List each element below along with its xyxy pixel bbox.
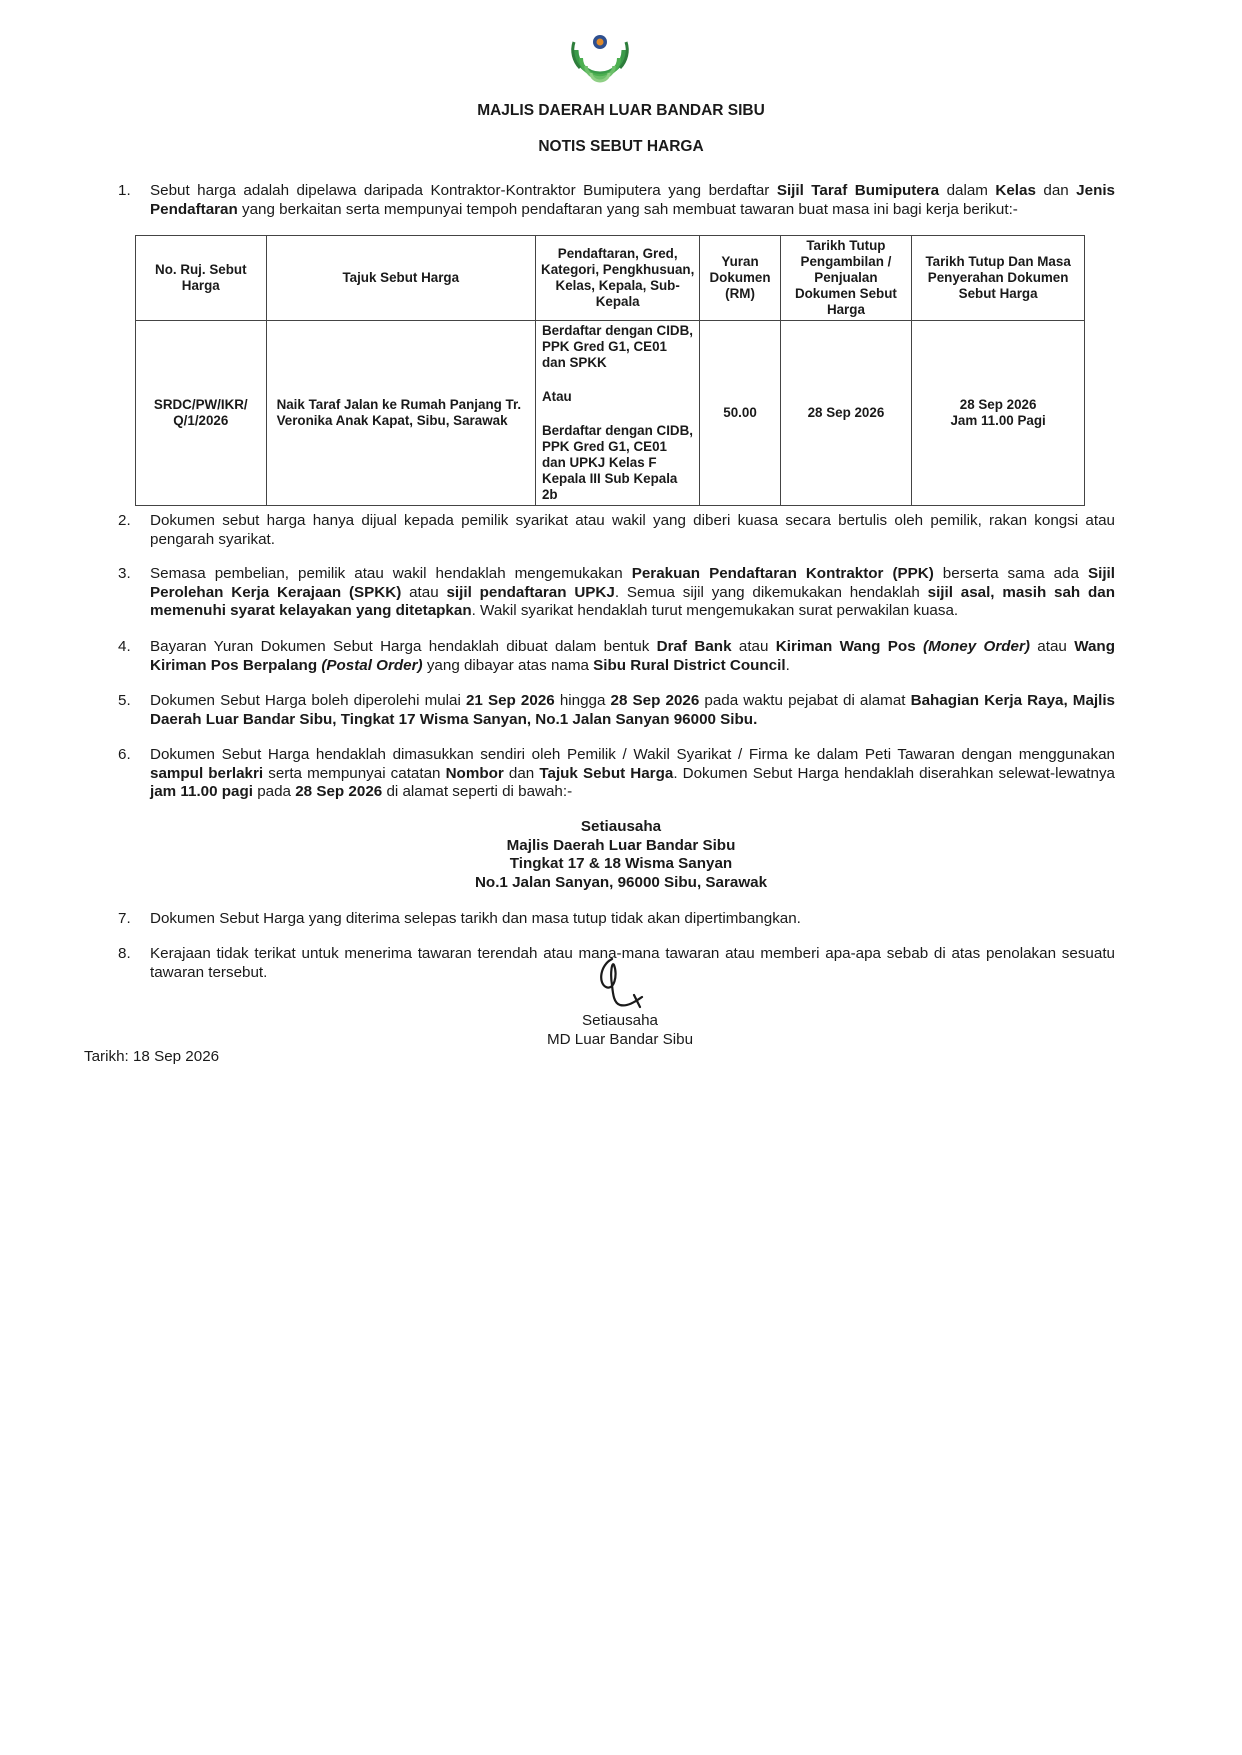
table-header-row bbox=[136, 236, 1085, 321]
paragraph-7: Dokumen Sebut Harga yang diterima selepas tarikh dan masa tutup tidak akan dipertimbangkan. bbox=[150, 910, 801, 927]
registration-option-b: Berdaftar dengan CIDB, PPK Gred G1, CE01 dan UPKJ Kelas F Kepala III Sub Kepala 2b bbox=[541, 423, 693, 502]
item-number-6: 6. bbox=[118, 746, 131, 763]
cell-registration bbox=[535, 321, 700, 506]
signatory-office: MD Luar Bandar Sibu bbox=[546, 1030, 694, 1048]
paragraph-8: Kerajaan tidak terikat untuk menerima tawaran terendah atau mana-mana tawaran atau memberi apa-apa sebab di atas penolakan sesuatu tawaran tersebut. bbox=[150, 945, 1115, 981]
paragraph-2: Dokumen sebut harga hanya dijual kepada pemilik syarikat atau wakil yang diberi kuasa secara bertulis oleh pemilik, rakan kongsi atau pengarah syarikat. bbox=[150, 512, 1115, 548]
registration-option-a: Berdaftar dengan CIDB, PPK Gred G1, CE01 dan SPKK bbox=[541, 323, 693, 370]
paragraph-6: Dokumen Sebut Harga hendaklah dimasukkan sendiri oleh Pemilik / Wakil Syarikat / Firma ke dalam Peti Tawaran dengan menggunakan sampul berlakri serta mempunyai catatan Nombor dan Tajuk Sebut Harga. Dokumen Sebut Harga hendaklah diserahkan selewat-lewatnya jam 11.00 pagi pada 28 Sep 2026 di alamat seperti di bawah:- bbox=[150, 746, 1116, 800]
council-logo-icon bbox=[566, 28, 634, 96]
signatory-title: Setiausaha bbox=[582, 1012, 658, 1029]
paragraph-5: Dokumen Sebut Harga boleh diperolehi mulai 21 Sep 2026 hingga 28 Sep 2026 pada waktu pejabat di alamat Bahagian Kerja Raya, Majlis Daerah Luar Bandar Sibu, Tingkat 17 Wisma Sanyan, No.1 Jalan Sanyan 96000 Sibu. bbox=[150, 692, 1115, 728]
quotation-table bbox=[135, 235, 1085, 506]
organization-name: MAJLIS DAERAH LUAR BANDAR SIBU bbox=[477, 102, 765, 119]
address-line-3: Tingkat 17 & 18 Wisma Sanyan bbox=[509, 855, 733, 872]
cell-fee: 50.00 bbox=[700, 321, 780, 506]
address-line-1: Setiausaha bbox=[580, 818, 662, 835]
item-number-3: 3. bbox=[118, 565, 131, 582]
cell-sale-close: 28 Sep 2026 bbox=[780, 321, 912, 506]
col-header-registration: Pendaftaran, Gred, Kategori, Pengkhusuan, Kelas, Kepala, Sub-Kepala bbox=[535, 236, 700, 321]
item-number-1: 1. bbox=[118, 182, 131, 199]
signature-block bbox=[520, 1012, 720, 1049]
address-line-2: Majlis Daerah Luar Bandar Sibu bbox=[506, 836, 736, 854]
document-date: Tarikh: 18 Sep 2026 bbox=[84, 1048, 220, 1065]
item-number-8: 8. bbox=[118, 945, 131, 962]
submission-time: Jam 11.00 Pagi bbox=[950, 413, 1046, 428]
paragraph-1: Sebut harga adalah dipelawa daripada Kontraktor-Kontraktor Bumiputera yang berdaftar Sijil Taraf Bumiputera dalam Kelas dan Jenis Pendaftaran yang berkaitan serta mempunyai tempoh pendaftaran yang sah membuat tawaran buat masa ini bagi kerja berikut:- bbox=[150, 182, 1116, 218]
signature-icon bbox=[590, 955, 660, 1015]
col-header-submission: Tarikh Tutup Dan Masa Penyerahan Dokumen Sebut Harga bbox=[912, 236, 1085, 321]
col-header-ref: No. Ruj. Sebut Harga bbox=[136, 236, 267, 321]
item-number-5: 5. bbox=[118, 692, 131, 709]
submission-address bbox=[0, 818, 1242, 892]
submission-date: 28 Sep 2026 bbox=[959, 397, 1037, 412]
cell-title: Naik Taraf Jalan ke Rumah Panjang Tr. Veronika Anak Kapat, Sibu, Sarawak bbox=[266, 321, 535, 506]
cell-submission bbox=[912, 321, 1085, 506]
item-number-7: 7. bbox=[118, 910, 131, 927]
page-title: NOTIS SEBUT HARGA bbox=[538, 138, 704, 155]
col-header-title: Tajuk Sebut Harga bbox=[266, 236, 535, 321]
cell-ref: SRDC/PW/IKR/ Q/1/2026 bbox=[136, 321, 267, 506]
item-number-4: 4. bbox=[118, 638, 131, 655]
registration-or: Atau bbox=[541, 389, 572, 404]
col-header-fee: Yuran Dokumen (RM) bbox=[700, 236, 780, 321]
paragraph-3: Semasa pembelian, pemilik atau wakil hendaklah mengemukakan Perakuan Pendaftaran Kontraktor (PPK) berserta sama ada Sijil Perolehan Kerja Kerajaan (SPKK) atau sijil pendaftaran UPKJ. Semua sijil yang dikemukakan hendaklah sijil asal, masih sah dan memenuhi syarat kelayakan yang ditetapkan. Wakil syarikat hendaklah turut mengemukakan surat perwakilan kuasa. bbox=[150, 565, 1116, 619]
item-number-2: 2. bbox=[118, 512, 131, 529]
paragraph-4: Bayaran Yuran Dokumen Sebut Harga hendaklah dibuat dalam bentuk Draf Bank atau Kiriman Wang Pos (Money Order) atau Wang Kiriman Pos Berpalang (Postal Order) yang dibayar atas nama Sibu Rural District Council. bbox=[150, 638, 1115, 674]
col-header-sale-close: Tarikh Tutup Pengambilan / Penjualan Dokumen Sebut Harga bbox=[780, 236, 912, 321]
address-line-4: No.1 Jalan Sanyan, 96000 Sibu, Sarawak bbox=[474, 873, 768, 891]
table-row bbox=[136, 321, 1085, 506]
